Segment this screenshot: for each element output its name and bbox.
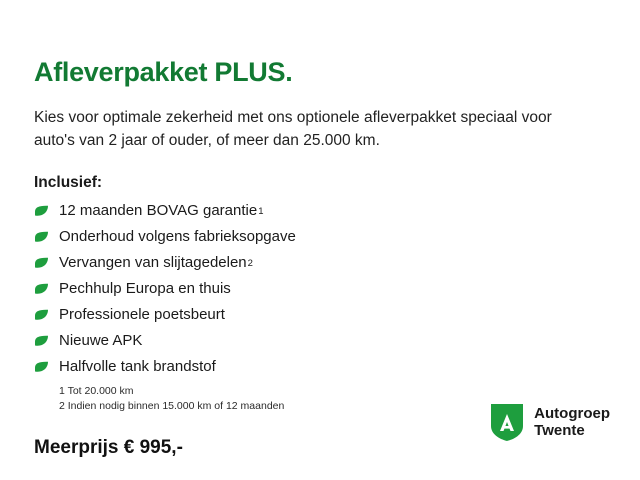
list-item — [34, 332, 606, 350]
footnote-1: 1 Tot 20.000 km — [59, 385, 134, 398]
leaf-bullet-icon — [34, 283, 49, 295]
leaf-bullet-icon — [34, 231, 49, 243]
feature-label: Pechhulp Europa en thuis — [59, 280, 231, 298]
page-title: Afleverpakket PLUS. — [34, 57, 293, 87]
leaf-bullet-icon — [34, 361, 49, 373]
feature-label: Vervangen van slijtagedelen — [59, 254, 247, 272]
list-item — [34, 280, 606, 298]
feature-label: 12 maanden BOVAG garantie — [59, 202, 258, 220]
inclusief-heading: Inclusief: — [34, 174, 103, 192]
feature-label: Halfvolle tank brandstof — [59, 358, 216, 376]
leaf-bullet-icon — [34, 257, 49, 269]
feature-label: Nieuwe APK — [59, 332, 143, 350]
leaf-bullet-icon — [34, 309, 49, 321]
leaf-bullet-icon — [34, 335, 49, 347]
list-item — [34, 202, 606, 220]
list-item — [34, 306, 606, 324]
logo-wordmark — [534, 405, 610, 440]
shield-logo-icon — [489, 402, 525, 442]
price-label: Meerprijs € 995,- — [34, 436, 183, 458]
feature-footnote-ref: 2 — [247, 257, 253, 269]
footnote-2: 2 Indien nodig binnen 15.000 km of 12 maanden — [59, 400, 285, 413]
feature-label: Onderhoud volgens fabrieksopgave — [59, 228, 296, 246]
autogroep-twente-logo — [489, 402, 610, 442]
leaf-bullet-icon — [34, 205, 49, 217]
list-item — [34, 254, 606, 272]
intro-paragraph: Kies voor optimale zekerheid met ons optionele afleverpakket speciaal voor auto's van 2 jaar of ouder, of meer dan 25.000 km. — [34, 108, 552, 149]
feature-footnote-ref: 1 — [258, 205, 264, 217]
features-list — [34, 202, 606, 376]
logo-line-2: Twente — [534, 422, 585, 439]
feature-label: Professionele poetsbeurt — [59, 306, 225, 324]
list-item — [34, 358, 606, 376]
logo-line-1: Autogroep — [534, 404, 610, 422]
list-item — [34, 228, 606, 246]
